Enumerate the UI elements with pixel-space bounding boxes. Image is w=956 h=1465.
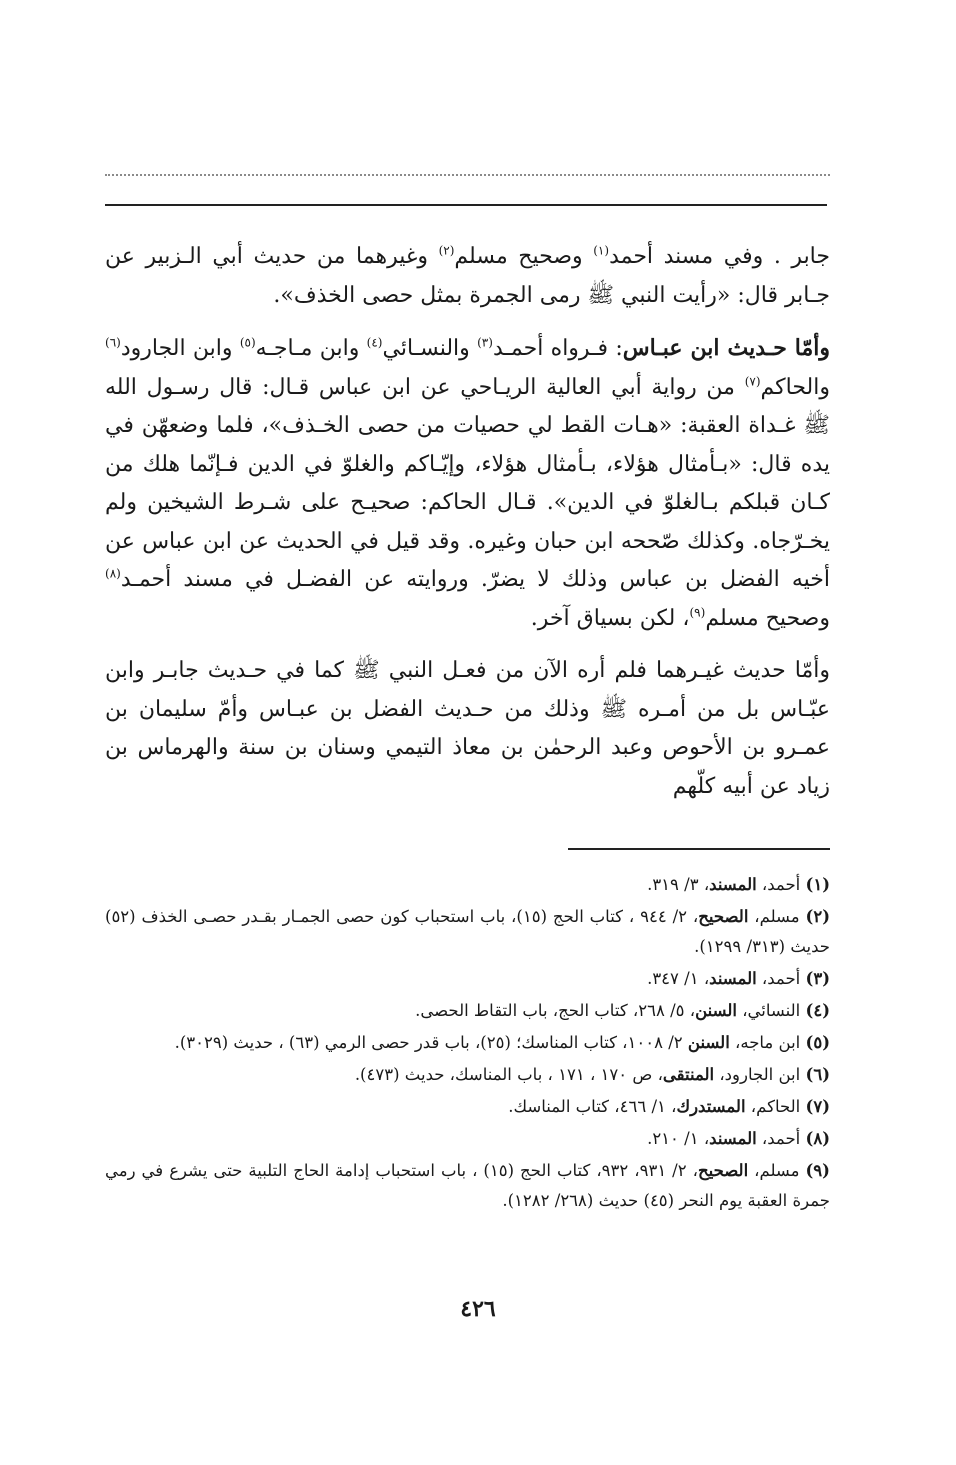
footnote-ref[interactable]: (٤) bbox=[366, 335, 383, 350]
text-run: وصحيح مسلم bbox=[454, 244, 594, 269]
footnote-ref[interactable]: (٢) bbox=[438, 243, 455, 258]
footnote-ref[interactable]: (١) bbox=[593, 243, 610, 258]
footnote-ref[interactable]: (٣) bbox=[477, 335, 493, 350]
paragraph-2 bbox=[105, 329, 830, 638]
footnote-item: (٨) أحمد، المسند، ١/ ٢١٠. bbox=[647, 1129, 830, 1148]
text-run: وابن مـاجـه bbox=[255, 336, 367, 361]
page-number: ٤٢٦ bbox=[460, 1296, 496, 1322]
header-dotted-rule bbox=[105, 174, 830, 176]
paragraph-1 bbox=[105, 238, 830, 315]
body-text bbox=[105, 238, 830, 820]
footnote-separator bbox=[568, 848, 830, 850]
text-run: وغيرهما من حديث أبي الـزبير عن جـابر قال: «رأيت النبي ﷺ رمى الجمرة بمثل حصى الخذف». bbox=[105, 244, 830, 308]
text-run: والحاكم bbox=[760, 374, 830, 400]
text-run: وصحيح مسلم bbox=[705, 605, 830, 631]
text-run: جابر . وفي مسند أحمد bbox=[609, 244, 830, 269]
footnote-ref[interactable]: (٦) bbox=[105, 335, 121, 350]
text-run: ، لكن بسياق آخر. bbox=[530, 605, 690, 631]
section-lead: وأمّا حـديث ابن عبـاس bbox=[622, 335, 830, 361]
footnote-item: (٣) أحمد، المسند، ١/ ٣٤٧. bbox=[647, 969, 830, 988]
footnote-ref[interactable]: (٧) bbox=[744, 374, 761, 389]
footnote-item: (٦) ابن الجارود، المنتقى، ص ١٧٠ ، ١٧١ ، باب المناسك، حديث (٤٧٣). bbox=[354, 1065, 830, 1084]
footnote-item: (٢) مسلم، الصحيح، ٢/ ٩٤٤ ، كتاب الحج (١٥)، باب استحباب كون حصى الجمـار بقـدر حصـى الخذف (٥٢) حديث (٣١٣/ ١٢٩٩). bbox=[105, 907, 830, 956]
text-run: والنسـائي bbox=[382, 336, 478, 361]
footnote-item: (٤) النسائي، السنن، ٥/ ٢٦٨، كتاب الحج، باب التقاط الحصى. bbox=[415, 1001, 830, 1020]
footnote-item: (٩) مسلم، الصحيح، ٢/ ٩٣١، ٩٣٢، كتاب الحج (١٥) ، باب استحباب إدامة الحاج التلبية حتى يشرع في رمي جمرة العقبة يوم النحر (٤٥) حديث (٢٦٨/ ١٢٨٢). bbox=[105, 1161, 830, 1210]
footnote-ref[interactable]: (٥) bbox=[239, 335, 256, 350]
footnote-item: (١) أحمد، المسند، ٣/ ٣١٩. bbox=[647, 875, 830, 894]
header-solid-rule bbox=[105, 204, 827, 206]
footnote-item: (٧) الحاكم، المستدرك، ١/ ٤٦٦، كتاب المناسك. bbox=[508, 1097, 830, 1116]
footnote-item: (٥) ابن ماجه، السنن ٢/ ١٠٠٨، كتاب المناسك؛ (٢٥)، باب قدر حصى الرمي (٦٣) ، حديث (٣٠٢٩). bbox=[174, 1033, 830, 1052]
text-run: : فـرواه أحمـد bbox=[492, 336, 623, 361]
footnote-ref[interactable]: (٩) bbox=[689, 605, 706, 620]
text-run: من رواية أبي العالية الريـاحي عن ابن عباس قـال: قال رسـول الله ﷺ غـداة العقبة: «هـات القط لي حصيات من حصى الخـذف»، فلما وضعهّن في يده قال: «بـأمثال هؤلاء، بـأمثال هؤلاء، وإيّـاكم والغلوّ في الدين فـإنّما هلك من كـان قبلكم بـالغلوّ في الدين». قـال الحاكم: صحيـح على شـرط الشيخين ولم يخـرّجاه. وكذلك صّححه ابن حبان وغيره. وقد قيل في الحديث عن ابن عباس عن أخيه الفضل بن عباس وذلك لا يضرّ. وروايته عن الفضـل في مسند أحمـد bbox=[105, 374, 830, 592]
footnotes bbox=[105, 870, 830, 1218]
text-run: وابن الجارود bbox=[120, 336, 240, 361]
footnote-ref[interactable]: (٨) bbox=[105, 566, 121, 581]
paragraph-3: وأمّا حديث غيـرهما فلم أره الآن من فعـل النبي ﷺ كما في حـديث جابـر وابن عبّـاس بل من أمـره ﷺ وذلك من حـديث الفضل بن عبـاس وأمّ سليمان بن عمـرو بن الأحوص وعبد الرحمٰن بن معاذ التيمي وسنان بن سنة والهرماس بن زياد عن أبيه كلّهم bbox=[105, 658, 830, 799]
